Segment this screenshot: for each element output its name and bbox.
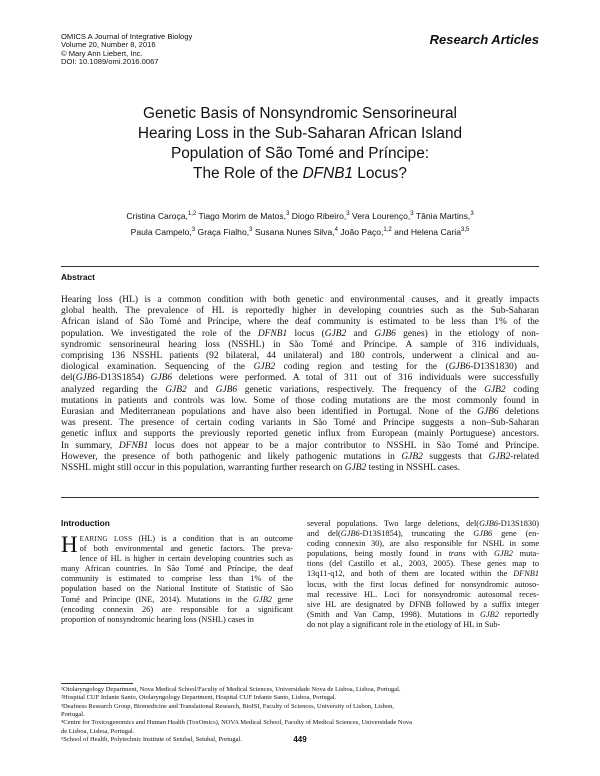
intro-line: (Smith and Van Camp, 1998). Mutations in GJB2 reportedly (307, 609, 539, 619)
intro-line: locus, with the first locus defined for nonsyndromic autoso- (307, 579, 539, 589)
journal-volume: Volume 20, Number 8, 2016 (61, 40, 156, 50)
intro-column-left (61, 534, 293, 625)
abstract-top-rule (61, 266, 539, 267)
abstract-line: Eurasian and Mediterranean populations and have also been identified in Portugal. None of the GJB6 deletions (61, 407, 540, 418)
author-affiliation-marker: 1,2 (187, 211, 197, 217)
title-line: Population of São Tomé and Príncipe: (170, 145, 430, 162)
abstract-line: syndromic sensorineural hearing loss (NSSHL) in São Tomé and Príncipe. A sample of 316 individuals, (61, 339, 539, 350)
intro-line: do not play a significant role in the etiology of HL in Sub- (307, 619, 501, 629)
journal-doi[interactable]: DOI: 10.1089/omi.2016.0067 (61, 57, 159, 67)
abstract-body (61, 295, 539, 474)
affiliation-footnote: ⁵School of Health, Polytechnic Institute of Setubal, Setubal, Portugal. (61, 736, 242, 744)
intro-line: Tomé and Príncipe (INE, 2014). Mutations in the GJB2 gene (61, 594, 293, 604)
intro-column-right (307, 519, 539, 630)
abstract-line: analyzed regarding the GJB2 and GJB6 genetic variations, respectively. The frequency of the GJB2 coding (61, 384, 539, 395)
title-line: Hearing Loss in the Sub-Saharan African Island (137, 125, 463, 142)
author-affiliation-marker: 3,5 (461, 226, 470, 233)
abstract-line: mutations in patients and controls was low. Some of those coding mutations are the most commonly found in (61, 395, 539, 406)
author-name: Tânia Martins, (415, 210, 471, 221)
page-number: 449 (293, 735, 307, 744)
affiliation-footnote: Portugal. (61, 711, 85, 719)
intro-line: and del(GJB6-D13S1854), truncating the GJB6 gene (en- (307, 529, 539, 539)
abstract-line: del(GJB6-D13S1854) GJB6 deletions were performed. A total of 311 out of 316 individuals were successfully (61, 373, 539, 384)
intro-line: EARING LOSS (HL) is a condition that is an outcome (79, 534, 293, 543)
article-title (70, 104, 530, 184)
intro-line: lence of HL is higher in certain developing countries such as (79, 554, 293, 564)
author-affiliation-marker: 3 (249, 226, 253, 233)
section-label: Research Articles (429, 32, 539, 47)
drop-cap: H (61, 532, 78, 557)
author-list (90, 207, 510, 239)
author-affiliation-marker: 3 (470, 211, 474, 217)
affiliation-footnote: ²Hospital CUF Infante Santo, Otolaryngology Department, Hospital CUF Infante Santo, Lisboa, Portugal. (61, 694, 337, 702)
abstract-line: diological examination. Sequencing of the GJB2 coding region and testing for the (GJB6-D13S1830) and (61, 362, 540, 373)
journal-info (61, 33, 192, 67)
affiliation-footnote: de Lisboa, Lisboa, Portugal. (61, 727, 135, 735)
author-name: Tiago Morim de Matos, (198, 210, 287, 221)
intro-line: community is estimated to comprise less than 1% of the (61, 574, 293, 584)
author-name: and Helena Caria (394, 226, 461, 237)
author-affiliation-marker: 3 (286, 211, 290, 217)
abstract-line: However, the presence of both pathogenic and likely pathogenic mutations in GJB2 suggests that GJB2-related (61, 451, 539, 462)
affiliation-footnote: ¹Otolaryngology Department, Nova Medical School/Faculty of Medical Sciences, Universidade Nova de Lisboa, Lisboa, Portugal. (61, 686, 401, 693)
intro-line: several populations. Two large deletions, del(GJB6-D13S1830) (307, 519, 539, 528)
affiliation-footnote: ³Deafness Research Group, Biomedicine and Translational Research, BioISI, Faculty of Sciences, University of Lisbon, Lisbon, (61, 702, 395, 710)
author-name: Paula Campelo, (130, 226, 192, 237)
abstract-line: African island of São Tomé and Príncipe, where the deaf community is estimated to be less than 1% of the (61, 317, 539, 328)
title-line: The Role of the DFNB1 Locus? (193, 165, 407, 182)
intro-line: populations, being mostly found in trans with GJB2 muta- (307, 549, 539, 559)
abstract-line: comprising 136 NSSHL patients (92 bilateral, 44 unilateral) and 180 controls, underwent a clinical and au- (61, 351, 539, 362)
author-affiliation-marker: 3 (410, 211, 414, 217)
author-affiliation-marker: 1,2 (383, 226, 392, 233)
footnote-rule (61, 683, 133, 684)
abstract-line: NSSHL might still occur in this population, warranting further research on GJB2 testing in NSSHL cases. (61, 463, 461, 474)
author-affiliation-marker: 3 (346, 211, 350, 217)
author-affiliation-marker: 3 (191, 226, 196, 233)
journal-name: OMICS A Journal of Integrative Biology (61, 32, 193, 41)
intro-line: of both environmental and genetic factors. The preva- (79, 544, 293, 554)
intro-line: population based on the National Institute of Statistic of São (61, 584, 293, 594)
intro-line: tions (del Castillo et al., 2003, 2005). These genes map to (307, 559, 539, 569)
intro-line: mal recessive HL. Loci for nonsyndromic autosomal reces- (307, 589, 539, 599)
intro-line: sive HL are designated by DFNB followed by a suffix integer (307, 599, 539, 609)
abstract-bottom-rule (61, 497, 539, 498)
abstract-line: was present. The presence of certain coding variants in São Tomé and Príncipe suggests a non–Sub-Saharan (61, 418, 539, 429)
introduction-heading: Introduction (61, 518, 110, 528)
author-name: Susana Nunes Silva, (254, 226, 335, 237)
intro-line: 13q11-q12, and both of them are located within the DFNB1 (307, 569, 539, 579)
author-name: Cristina Caroça, (126, 210, 188, 221)
intro-line: (encoding connexin 26) are responsible for a significant (61, 604, 293, 614)
abstract-line: In summary, DFNB1 locus does not appear to be a major contributor to NSSHL in São Tomé and Príncipe. (61, 440, 540, 451)
author-name: João Paço, (340, 226, 384, 237)
abstract-heading: Abstract (61, 272, 95, 282)
intro-line: proportion of nonsyndromic hearing loss (NSHL) cases in (61, 614, 254, 624)
affiliation-footnote: ⁴Centre for Toxicogenomics and Human Health (ToxOmics), NOVA Medical School, Faculty of Medical Sciences, Universidade Nova (61, 719, 412, 727)
title-line: Genetic Basis of Nonsyndromic Sensorineural (143, 105, 457, 122)
abstract-line: global health. The prevalence of HL is reportedly higher in developing countries such as the Sub-Saharan (61, 306, 539, 317)
abstract-line: genetic influx and supports the previously reported genetic influx from European (mainly Portuguese) ancestors. (61, 429, 539, 440)
intro-line: coding connexin 30), are also responsible for NSHL in some (307, 539, 539, 549)
journal-copyright: © Mary Ann Liebert, Inc. (61, 48, 143, 58)
author-name: Graça Fialho, (197, 226, 250, 237)
author-affiliation-marker: 4 (334, 226, 338, 233)
abstract-line: population. We investigated the role of the DFNB1 locus (GJB2 and GJB6 genes) in the etiology of non- (61, 328, 539, 339)
author-name: Vera Lourenço, (352, 210, 411, 221)
author-name: Diogo Ribeiro, (291, 210, 347, 221)
intro-line: many African countries. In São Tomé and Príncipe, the deaf (61, 564, 293, 574)
abstract-line: Hearing loss (HL) is a common condition with both genetic and environmental causes, and it greatly impacts (61, 295, 539, 305)
